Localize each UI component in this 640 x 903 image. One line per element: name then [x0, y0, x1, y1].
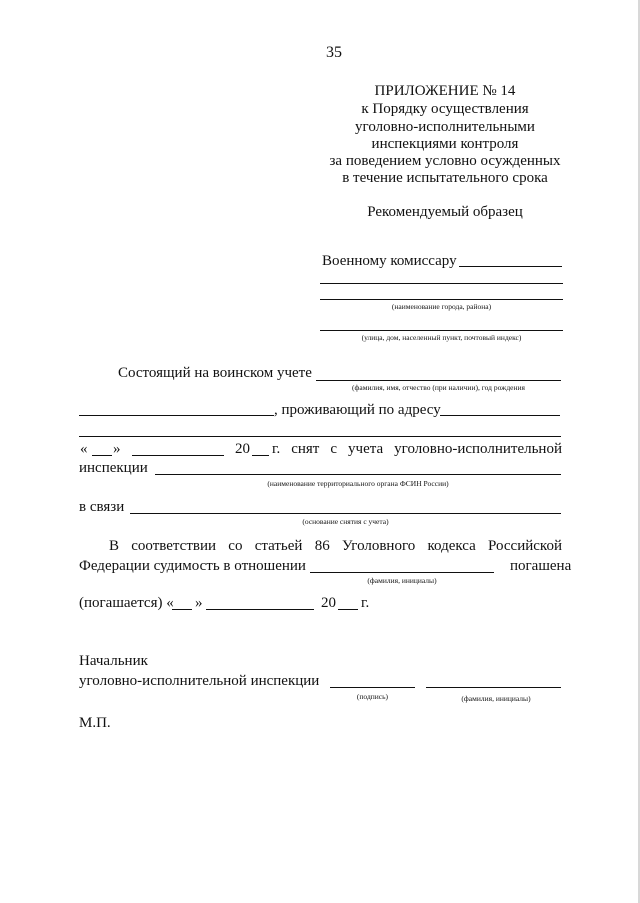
year-suffix-2: г. — [361, 595, 370, 611]
year-field-line — [252, 455, 269, 456]
quote-open: « — [80, 441, 88, 457]
residence-field-line-2 — [79, 436, 561, 437]
signer-name-hint: (фамилия, инициалы) — [461, 694, 531, 703]
signature-line — [330, 687, 415, 688]
year-prefix: 20 — [235, 441, 250, 457]
person-field-line — [310, 572, 494, 573]
federation-text: Федерации судимость в отношении — [79, 558, 306, 574]
repay-year-line — [338, 609, 358, 610]
addressee-line-2 — [320, 283, 563, 284]
name-field-line — [316, 380, 561, 381]
residing-text: , проживающий по адресу — [274, 402, 441, 418]
name-field-line-2 — [79, 415, 274, 416]
repay-day-line — [172, 609, 192, 610]
appendix-line-5: в течение испытательного срока — [342, 170, 548, 186]
quote-close-2: » — [195, 595, 203, 611]
addressee-label: Военному комиссару — [322, 253, 457, 269]
inspection-word: инспекции — [79, 460, 148, 476]
person-hint: (фамилия, инициалы) — [367, 576, 437, 585]
address-field-line — [320, 330, 563, 331]
year-prefix-2: 20 — [321, 595, 336, 611]
chief-label: Начальник — [79, 653, 148, 669]
name-hint: (фамилия, имя, отчество (при наличии), год рождения — [352, 383, 525, 392]
registered-text: Состоящий на воинском учете — [118, 365, 312, 381]
repaying-text: (погашается) « — [79, 595, 174, 611]
day-field-line — [92, 455, 112, 456]
removed-text: г. снят с учета уголовно-исполнительной — [272, 441, 562, 457]
reason-hint: (основание снятия с учета) — [302, 517, 389, 526]
addressee-field-line — [459, 266, 562, 267]
city-hint: (наименование города, района) — [391, 302, 492, 311]
stamp-label: М.П. — [79, 715, 111, 731]
month-field-line — [132, 455, 224, 456]
reason-field-line — [130, 513, 561, 514]
address-hint: (улица, дом, населенный пункт, почтовый индекс) — [361, 333, 522, 342]
due-to-text: в связи — [79, 499, 125, 515]
signer-name-line — [426, 687, 561, 688]
sample-label: Рекомендуемый образец — [367, 204, 523, 220]
repay-month-line — [206, 609, 314, 610]
appendix-line-3: инспекциями контроля — [371, 136, 519, 152]
appendix-line-4: за поведением условно осужденных — [329, 153, 561, 169]
inspection-label: уголовно-исполнительной инспекции — [79, 673, 320, 689]
inspection-hint: (наименование территориального органа ФСИН России) — [267, 479, 449, 488]
appendix-line-2: уголовно-исполнительными — [355, 119, 535, 135]
repaid-text: погашена — [510, 558, 572, 574]
appendix-title: ПРИЛОЖЕНИЕ № 14 — [374, 83, 516, 99]
page-number: 35 — [326, 44, 342, 61]
residence-field-line — [440, 415, 560, 416]
city-field-line — [320, 299, 563, 300]
quote-close: » — [113, 441, 121, 457]
inspection-field-line — [155, 474, 561, 475]
appendix-line-1: к Порядку осуществления — [361, 101, 529, 117]
signature-hint: (подпись) — [356, 692, 389, 701]
article-text: В соответствии со статьей 86 Уголовного кодекса Российской — [109, 538, 562, 554]
